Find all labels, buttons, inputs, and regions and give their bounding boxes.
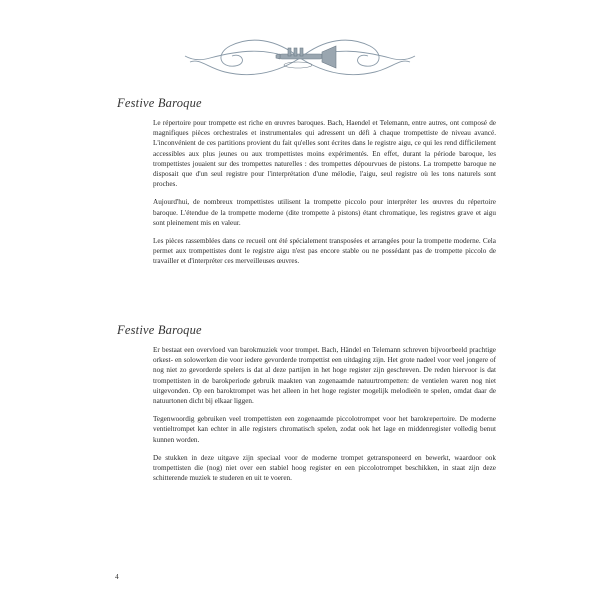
paragraph: Les pièces rassemblées dans ce recueil ont été spécialement transposées et arrangées pour la trompette moderne. Cela permet aux trompettistes dont le registre aigu n'est pas encore stable ou ne possédant pas de trompette piccolo de travailler et d'interpréter ces merveilleuses œuvres. xyxy=(153,237,496,266)
section-title-dutch: Festive Baroque xyxy=(117,323,202,337)
section-body-dutch xyxy=(153,345,496,491)
paragraph: Tegenwoordig gebruiken veel trompettisten een zogenaamde piccolotrompet voor het barokrepertoire. De moderne ventieltrompet kan echter in alle registers chromatisch spelen, zodat ook het lage en middenregister volledig benut kunnen worden. xyxy=(153,415,496,444)
paragraph: De stukken in deze uitgave zijn speciaal voor de moderne trompet getransponeerd en bewerkt, waardoor ook trompettisten die (nog) niet over een stabiel hoog register en een piccolotrompet beschikken, in staat zijn deze schitterende muziek te studeren en uit te voeren. xyxy=(153,453,496,483)
section-title-french: Festive Baroque xyxy=(117,96,202,110)
paragraph: Er bestaat een overvloed van barokmuziek voor trompet. Bach, Händel en Telemann schreven bijvoorbeeld prachtige orkest- en solowerken die voor iedere gevorderde trompettist een uitdaging zijn. Het grote nadeel voor veel jongere of nog niet zo gevorderde spelers is dat al deze partijen in het hoge register zijn geschreven. De reden hiervoor is dat trompettisten in de barokperiode gebruik maakten van zogenaamde natuurtrompetten: de ventielen waren nog niet uitgevonden. Op een baroktrompet was het alleen in het hoge register mogelijk melodieën te spelen, omdat daar de natuurtonen dicht bij elkaar liggen. xyxy=(153,346,496,406)
paragraph: Aujourd'hui, de nombreux trompettistes utilisent la trompette piccolo pour interpréter les œuvres du répertoire baroque. L'étendue de la trompette moderne (dite trompette à pistons) étant chromatique, les registres grave et aigu sont pleinement mis en valeur. xyxy=(153,198,496,227)
paragraph: Le répertoire pour trompette est riche en œuvres baroques. Bach, Haendel et Telemann, entre autres, ont composé de magnifiques pièces orchestrales et instrumentales qui adressent un défi à chaque trompettiste de niveau avancé. L'inconvénient de ces partitions provient du fait qu'elles sont écrites dans le registre aigu, ce qui les rend difficilement accessibles aux plus jeunes ou aux trompettistes moins expérimentés. En effet, durant la période baroque, les trompettistes jouaient sur des trompettes naturelles : des trompettes dépourvues de pistons. La trompette baroque ne disposait que d'un seul registre pour l'interprétation d'une mélodie, l'aigu, seul registre où les tons naturels sont proches. xyxy=(153,119,496,189)
trumpet-ornament-icon xyxy=(180,28,420,88)
section-body-french xyxy=(153,118,496,275)
page-number: 4 xyxy=(115,572,119,581)
